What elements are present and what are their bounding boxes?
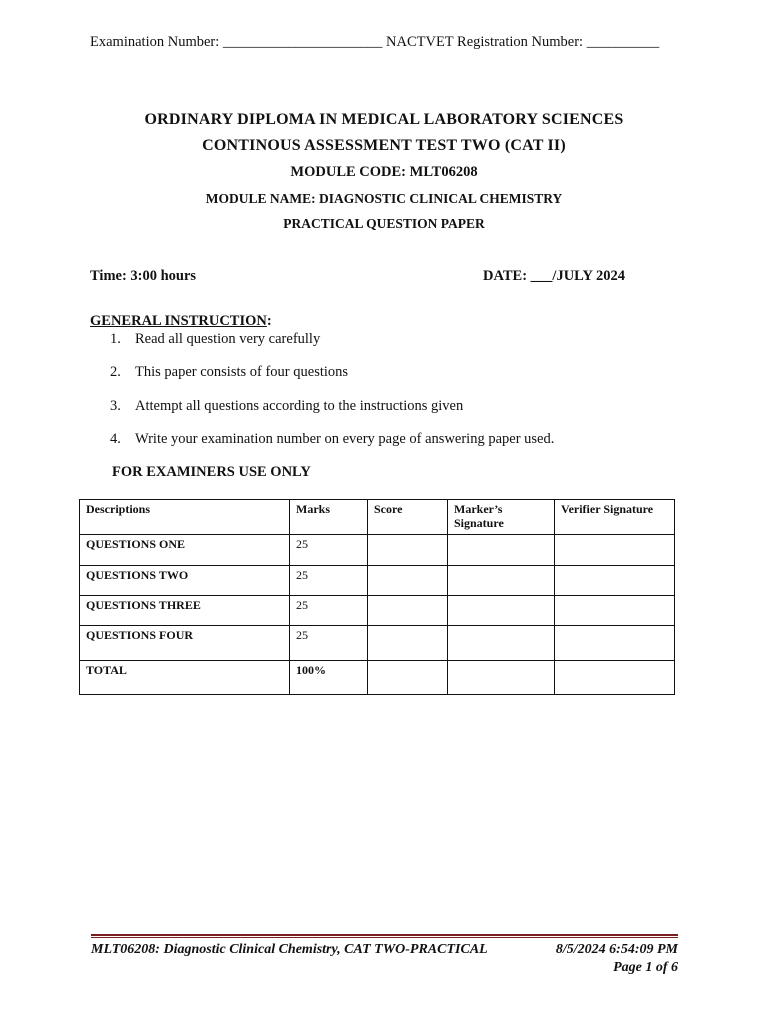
verifier-signature-cell[interactable] bbox=[555, 661, 675, 695]
table-total-row bbox=[80, 661, 675, 695]
score-cell[interactable] bbox=[368, 535, 448, 566]
instruction-number: 3. bbox=[110, 397, 121, 414]
score-cell[interactable] bbox=[368, 566, 448, 596]
score-cell[interactable] bbox=[368, 626, 448, 661]
instruction-number: 4. bbox=[110, 430, 121, 447]
instructions-heading bbox=[90, 313, 272, 330]
row-marks: 25 bbox=[290, 566, 368, 596]
row-description: QUESTIONS ONE bbox=[80, 535, 290, 566]
score-cell[interactable] bbox=[368, 661, 448, 695]
verifier-signature-cell[interactable] bbox=[555, 566, 675, 596]
exam-time: Time: 3:00 hours bbox=[90, 268, 197, 284]
marker-signature-cell[interactable] bbox=[448, 535, 555, 566]
instruction-item bbox=[110, 363, 554, 396]
instruction-item bbox=[110, 397, 554, 430]
examiners-use-label: FOR EXAMINERS USE ONLY bbox=[112, 464, 311, 480]
column-header: Descriptions bbox=[80, 500, 290, 535]
module-code: MODULE CODE: MLT06208 bbox=[290, 164, 478, 180]
table-row bbox=[80, 626, 675, 661]
instruction-item bbox=[110, 330, 554, 363]
table-header-row bbox=[80, 500, 675, 535]
module-name: MODULE NAME: DIAGNOSTIC CLINICAL CHEMISTRY bbox=[205, 191, 563, 206]
row-description: QUESTIONS FOUR bbox=[80, 626, 290, 661]
row-description: QUESTIONS TWO bbox=[80, 566, 290, 596]
instruction-number: 1. bbox=[110, 331, 121, 347]
column-header: Marker’s Signature bbox=[448, 500, 555, 535]
instruction-text: Read all question very carefully bbox=[135, 331, 321, 347]
row-marks: 25 bbox=[290, 626, 368, 661]
row-description: TOTAL bbox=[80, 661, 290, 695]
instructions-heading-text: GENERAL INSTRUCTION bbox=[90, 313, 267, 329]
marks-table bbox=[79, 499, 675, 695]
instruction-number: 2. bbox=[110, 364, 121, 381]
table-row bbox=[80, 535, 675, 566]
row-marks: 25 bbox=[290, 596, 368, 626]
instruction-text: Attempt all questions according to the instructions given bbox=[135, 397, 464, 414]
table-row bbox=[80, 566, 675, 596]
marker-signature-cell[interactable] bbox=[448, 596, 555, 626]
column-header: Marks bbox=[290, 500, 368, 535]
programme-title: ORDINARY DIPLOMA IN MEDICAL LABORATORY SCIENCES bbox=[144, 111, 624, 128]
footer-divider bbox=[91, 934, 678, 938]
marker-signature-cell[interactable] bbox=[448, 566, 555, 596]
instruction-text: Write your examination number on every page of answering paper used. bbox=[135, 430, 555, 447]
instruction-text: This paper consists of four questions bbox=[135, 364, 349, 381]
column-header: Verifier Signature bbox=[555, 500, 675, 535]
footer-page-number: Page 1 of 6 bbox=[613, 960, 678, 975]
row-marks: 25 bbox=[290, 535, 368, 566]
verifier-signature-cell[interactable] bbox=[555, 626, 675, 661]
marker-signature-cell[interactable] bbox=[448, 626, 555, 661]
instructions-heading-colon: : bbox=[266, 313, 272, 329]
footer-module-title: MLT06208: Diagnostic Clinical Chemistry, CAT TWO-PRACTICAL bbox=[91, 942, 488, 957]
exam-number-header: Examination Number: ______________________ NACTVET Registration Number: __________ bbox=[90, 34, 660, 50]
marker-signature-cell[interactable] bbox=[448, 661, 555, 695]
footer-datetime: 8/5/2024 6:54:09 PM bbox=[555, 942, 678, 957]
verifier-signature-cell[interactable] bbox=[555, 535, 675, 566]
row-description: QUESTIONS THREE bbox=[80, 596, 290, 626]
instruction-item bbox=[110, 430, 554, 463]
column-header: Score bbox=[368, 500, 448, 535]
paper-type: PRACTICAL QUESTION PAPER bbox=[283, 216, 485, 231]
score-cell[interactable] bbox=[368, 596, 448, 626]
exam-date: DATE: ___/JULY 2024 bbox=[483, 268, 626, 284]
instructions-list bbox=[110, 330, 554, 463]
table-row bbox=[80, 596, 675, 626]
verifier-signature-cell[interactable] bbox=[555, 596, 675, 626]
row-marks: 100% bbox=[290, 661, 368, 695]
test-title: CONTINOUS ASSESSMENT TEST TWO (CAT II) bbox=[202, 137, 566, 154]
